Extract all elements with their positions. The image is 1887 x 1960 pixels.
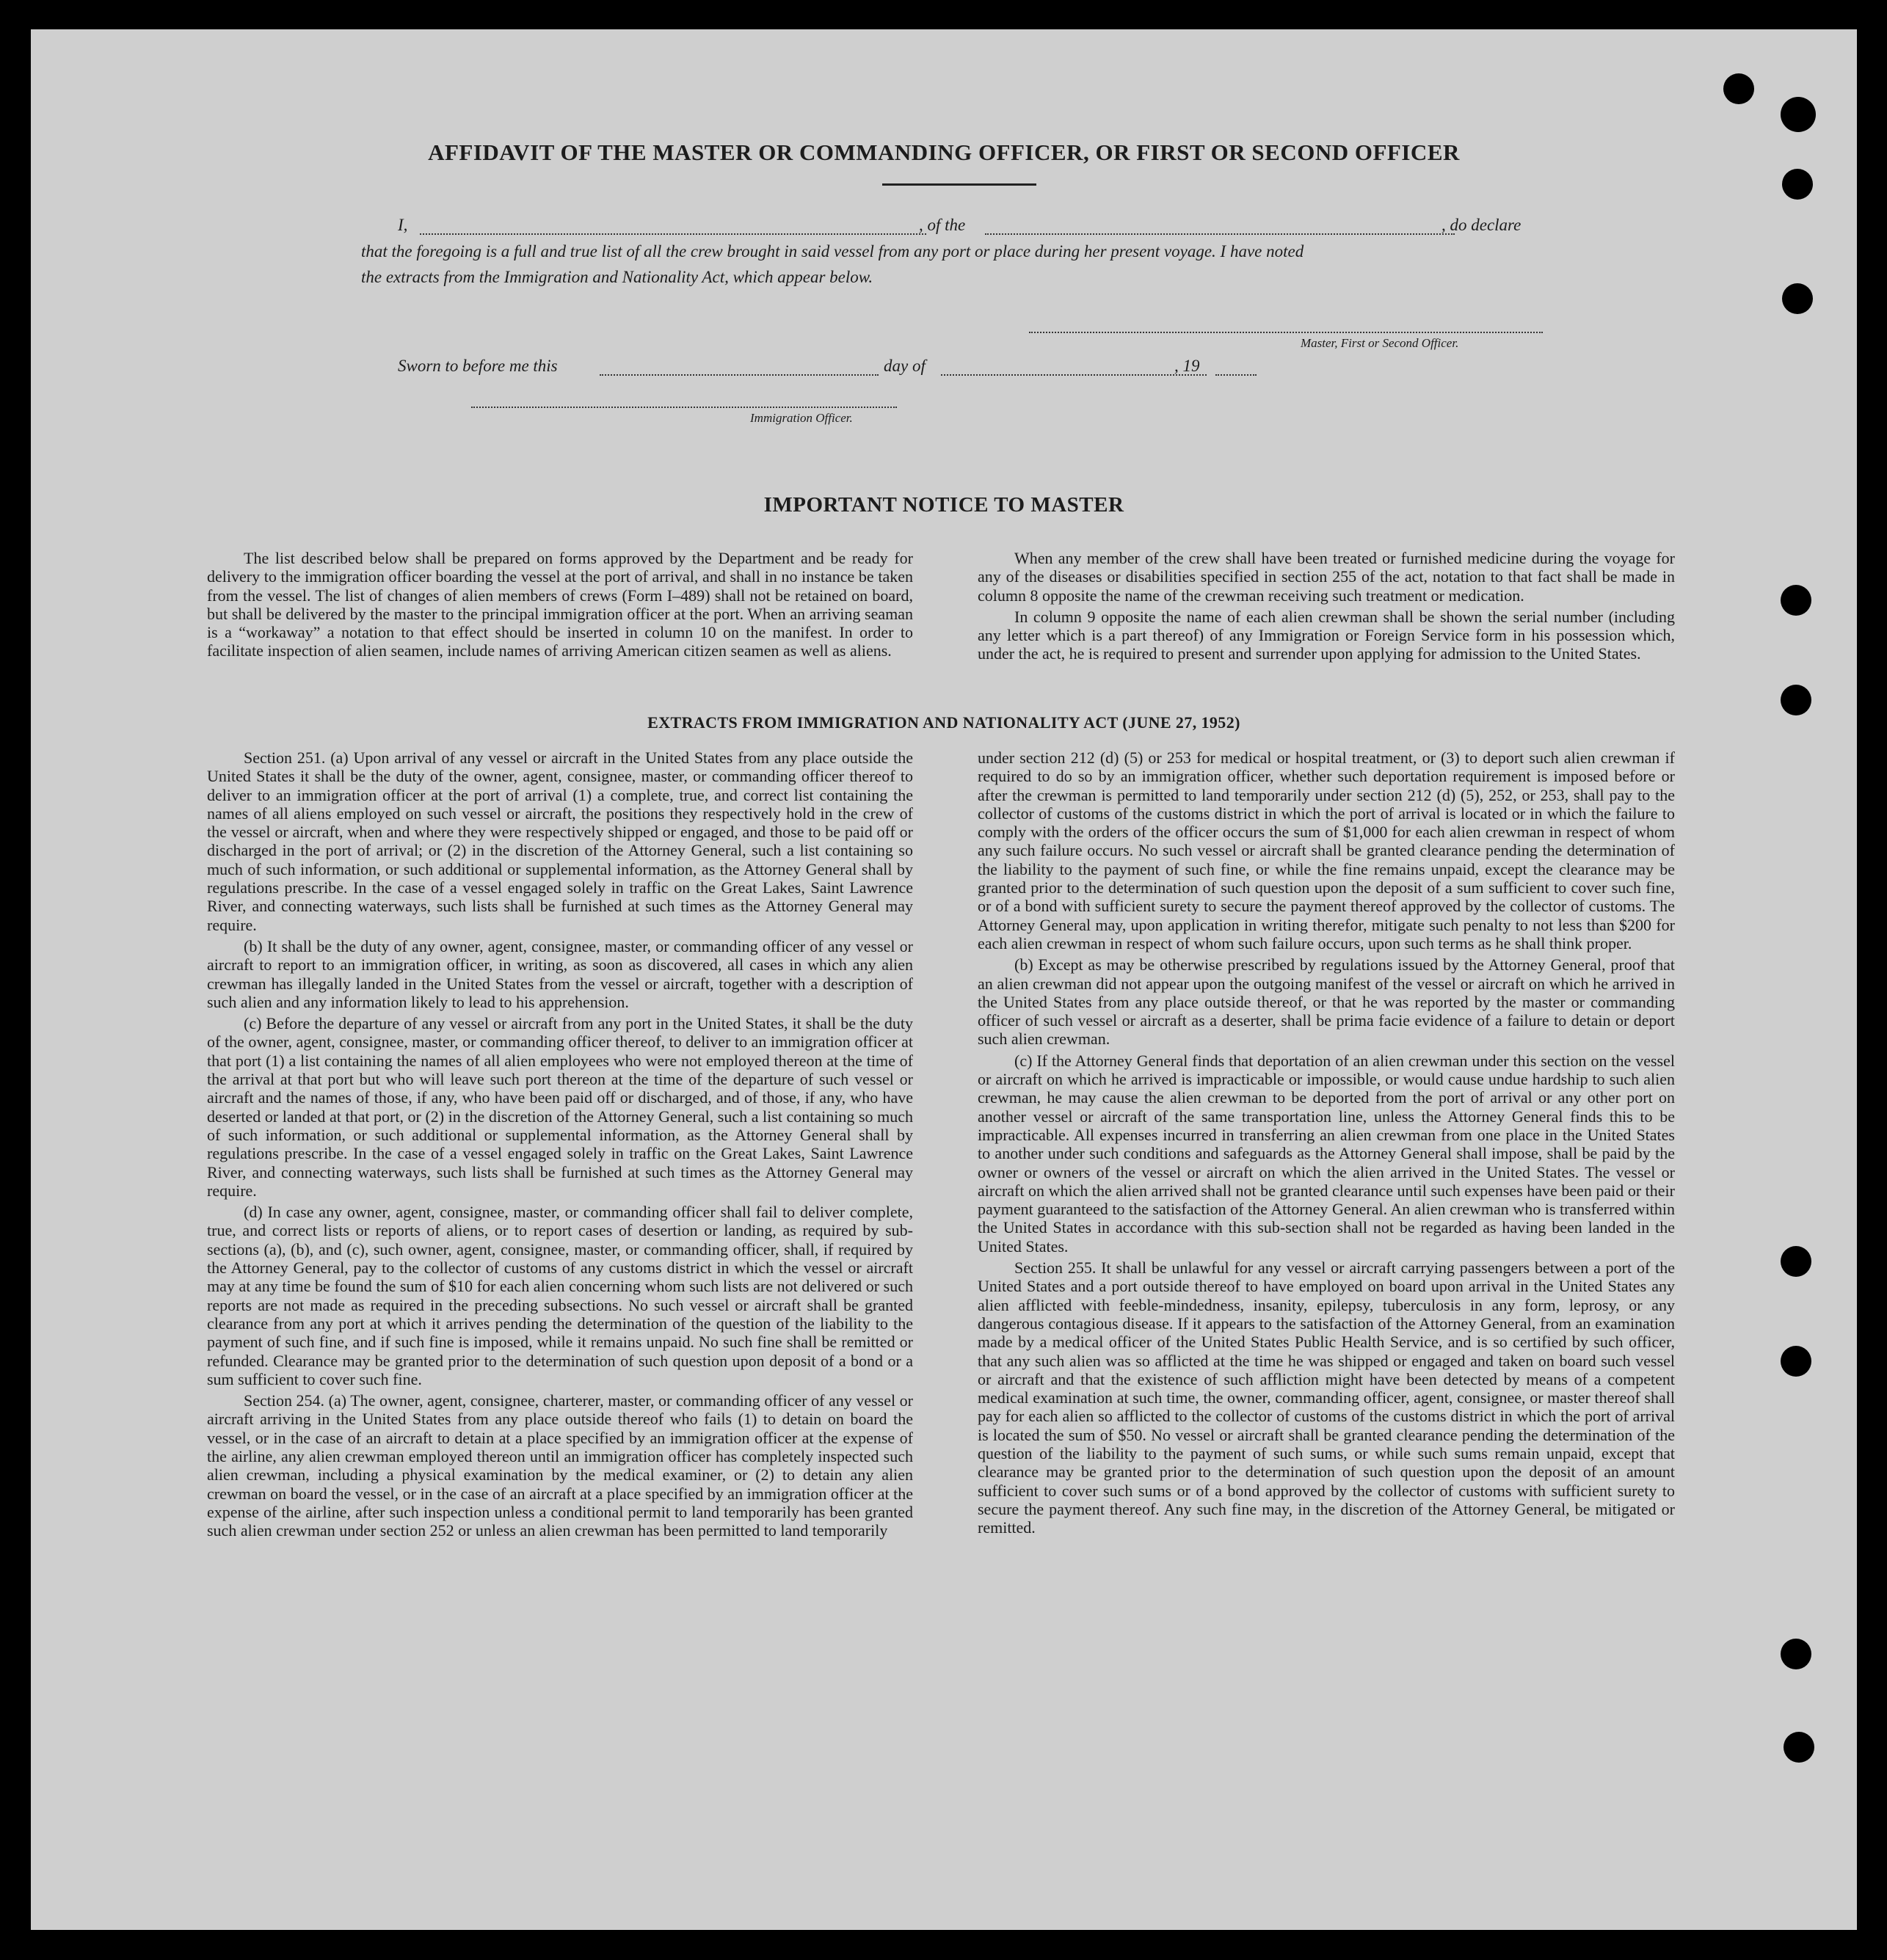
section-254-b: (b) Except as may be otherwise prescribed by regulations issued by the Attorney General, proof that an alien crewman did not appear upon the outgoing manifest of the vessel or aircraft on which he arrived in the United States from any place outside thereof, or that he was reported by the master or commanding officer of such vessel or aircraft as a deserter, shall be prima facie evidence of a failure to detain or deport such alien crewman. (978, 955, 1675, 1049)
section-251-a: Section 251. (a) Upon arrival of any vessel or aircraft in the United States from any place outside the United States it shall be the duty of the owner, agent, consignee, master, or commanding officer thereof to deliver to an immigration officer at the port of arrival (1) a complete, true, and correct list containing the names of all aliens employed on such vessel or aircraft, the positions they respectively hold in the crew of the vessel or aircraft, when and where they were respectively shipped or engaged, and those to be paid off or discharged in the port of arrival; or (2) in the discretion of the Attorney General, such a list containing so much of such information, or such additional or supplemental information, as the Attorney General shall by regulations prescribe. In the case of a vessel engaged solely in traffic on the Great Lakes, Saint Lawrence River, and connecting waterways, such lists shall be furnished at such times as the Attorney General may require. (207, 748, 913, 934)
notice-right-column (978, 549, 1675, 666)
notice-left-paragraph: The list described below shall be prepared on forms approved by the Department and be ready for delivery to the immigration officer boarding the vessel at the port of arrival, and shall in no instance be taken from the vessel. The list of changes of alien members of crews (Form I–489) shall not be retained on board, but shall be delivered by the master to the principal immigration officer at the port. When an arriving seaman is a “workaway” a notation to that effect should be inserted in column 10 on the manifest. In order to facilitate inspection of alien seamen, include names of arriving American citizen seamen as well as aliens. (207, 549, 913, 660)
declaration-line-2: that the foregoing is a full and true list of all the crew brought in said vessel from any port or place during her present voyage. I have noted (361, 242, 1304, 261)
decl-do-declare: , do declare (1441, 216, 1521, 234)
punch-hole (1723, 73, 1754, 104)
punch-hole (1781, 1246, 1811, 1277)
sworn-prefix: Sworn to before me this (398, 357, 558, 375)
officer-signature-label: Immigration Officer. (750, 411, 853, 425)
vessel-field[interactable] (985, 233, 1455, 235)
section-251-c: (c) Before the departure of any vessel or aircraft from any port in the United States, it shall be the duty of the owner, agent, consignee, master, or commanding officer thereof, to deliver to an immigration officer at that port (1) a list containing the names of all alien employees who were not employed thereon at the time of the arrival at that port but who will leave such port thereon at the time of the departure of such vessel or aircraft and the names of those, if any, who have been paid off or discharged, and of those, if any, who have deserted or landed at that port, or (2) in the discretion of the Attorney General, such a list containing so much of such information, or such additional or supplemental information, as the Attorney General shall by regulations prescribe. In the case of a vessel engaged solely in traffic on the Great Lakes, Saint Lawrence River, and connecting waterways, such lists shall be furnished at such times as the Attorney General may require. (207, 1014, 913, 1200)
master-signature-field[interactable] (1029, 332, 1543, 333)
extracts-right-column (978, 748, 1675, 1540)
extracts-title: EXTRACTS FROM IMMIGRATION AND NATIONALITY ACT (JUNE 27, 1952) (647, 713, 1240, 732)
punch-hole (1781, 1639, 1811, 1669)
decl-of-the: , of the (919, 216, 966, 234)
punch-hole (1784, 1732, 1814, 1763)
sworn-day-of: day of (884, 357, 926, 375)
notice-title: IMPORTANT NOTICE TO MASTER (763, 493, 1124, 517)
sworn-month-field[interactable] (941, 374, 1207, 376)
notice-right-paragraph-2: In column 9 opposite the name of each alien crewman shall be shown the serial number (including any letter which is a part thereof) of any Immigration or Foreign Service form in his possession which, under the act, he is required to present and surrender upon applying for admission to the United States. (978, 607, 1675, 663)
punch-hole (1781, 585, 1811, 616)
punch-hole (1781, 685, 1811, 715)
sworn-year: , 19 (1174, 357, 1200, 375)
section-251-b: (b) It shall be the duty of any owner, agent, consignee, master, or commanding officer of any vessel or aircraft to report to an immigration officer, in writing, as soon as discovered, all cases in which any alien crewman has illegally landed in the United States from the vessel or aircraft, together with a description of such alien and any information likely to lead to his apprehension. (207, 936, 913, 1011)
notice-right-paragraph-1: When any member of the crew shall have been treated or furnished medicine during the voyage for any of the diseases or disabilities specified in section 255 of the act, notation to that fact shall be made in column 8 opposite the name of the crewman receiving such treatment or medication. (978, 549, 1675, 605)
officer-signature-field[interactable] (471, 407, 897, 408)
section-255: Section 255. It shall be unlawful for any vessel or aircraft carrying passengers between a port of the United States and a port outside thereof to have employed on board upon arrival in the United States any alien afflicted with feeble-mindedness, insanity, epilepsy, tuberculosis in any form, leprosy, or any dangerous contagious disease. If it appears to the satisfaction of the Attorney General, from an examination made by a medical officer of the United States Public Health Service, and is so certified by such officer, that any such alien was so afflicted at the time he was shipped or engaged and taken on board such vessel or aircraft and that the existence of such affliction might have been detected by means of a competent medical examination at such time, the owner, commanding officer, agent, consignee, or master thereof shall pay for each alien so afflicted to the collector of customs of the customs district in which the port of arrival is located the sum of $50. No vessel or aircraft shall be granted clearance pending the determination of the question of the liability to the payment of such sums, or while such sums remain unpaid, except that clearance may be granted prior to the determination of such question upon the deposit of an amount sufficient to cover such sums or of a bond approved by the collector of customs with sufficient surety to secure the payment thereof. Any such fine may, in the discretion of the Attorney General, be mitigated or remitted. (978, 1258, 1675, 1537)
section-251-d: (d) In case any owner, agent, consignee, master, or commanding officer shall fail to deliver complete, true, and correct lists or reports of aliens, or to report cases of desertion or landing, as required by sub-sections (a), (b), and (c), such owner, agent, consignee, master, or commanding officer, shall, if required by the Attorney General, pay to the collector of customs of any customs district in which the vessel or aircraft may at any time be found the sum of $10 for each alien concerning whom such lists are not delivered or such reports are not made as required in the preceding subsections. No such vessel or aircraft shall be granted clearance from any port at which it arrives pending the determination of the question of the liability to the payment of such fine, and if such fine is imposed, while it remains unpaid. No such fine shall be remitted or refunded. Clearance may be granted prior to the determination of such question upon deposit of a bond or a sum sufficient to cover such fine. (207, 1203, 913, 1388)
decl-i: I, (398, 216, 408, 234)
notice-left-column (207, 549, 913, 663)
section-254-a-continued: under section 212 (d) (5) or 253 for medical or hospital treatment, or (3) to deport such alien crewman if required to do so by an immigration officer, whether such deportation requirement is imposed before or after the crewman is permitted to land temporarily under section 212 (d) (5), 252, or 253, shall pay to the collector of customs of the customs district in which the port of arrival is located or in which the failure to comply with the orders of the officer occurs the sum of $1,000 for each alien crewman in respect of whom any such failure occurs. No such vessel or aircraft shall be granted clearance pending the determination of the liability to the payment of such fine, or while the fine remains unpaid, except the clearance may be granted prior to the determination of such question upon the deposit of a sum sufficient to cover such fine, or of a bond with sufficient surety to secure the payment thereof approved by the collector of customs. The Attorney General may, upon application in writing therefor, mitigate such penalty to not less than $200 for each alien crewman in respect of whom such failure occurs, upon such terms as he shall think proper. (978, 748, 1675, 952)
punch-hole (1781, 97, 1816, 132)
affidavit-title: AFFIDAVIT OF THE MASTER OR COMMANDING OFFICER, OR FIRST OR SECOND OFFICER (428, 139, 1460, 165)
declaration-line-3: the extracts from the Immigration and Nationality Act, which appear below. (361, 268, 873, 286)
section-254-a: Section 254. (a) The owner, agent, consignee, charterer, master, or commanding officer of any vessel or aircraft arriving in the United States from any place outside thereof who fails (1) to detain on board the vessel, or in the case of an aircraft to detain at a place specified by an immigration officer at the expense of the airline, any alien crewman employed thereon until an immigration officer has completely inspected such alien crewman, including a physical examination by the medical examiner, or (2) to detain any alien crewman on board the vessel, or in the case of an aircraft at a place specified by an immigration officer at the expense of the airline, after such inspection unless a conditional permit to land temporarily has been granted such alien crewman under section 252 or unless an alien crewman has been permitted to land temporarily (207, 1391, 913, 1540)
document-page (31, 29, 1857, 1930)
punch-hole (1782, 283, 1813, 314)
sworn-year-field[interactable] (1215, 374, 1257, 376)
punch-hole (1782, 169, 1813, 200)
title-divider (882, 183, 1036, 186)
master-signature-label: Master, First or Second Officer. (1301, 336, 1459, 350)
punch-hole (1781, 1346, 1811, 1377)
sworn-day-field[interactable] (600, 374, 879, 376)
extracts-left-column (207, 748, 913, 1542)
section-254-c: (c) If the Attorney General finds that deportation of an alien crewman under this section on the vessel or aircraft on which he arrived is impracticable or impossible, or would cause undue hardship to such alien crewman, he may cause the alien crewman to be deported from the port of arrival or any other port on another vessel or aircraft of the same transportation line, unless the Attorney General finds this to be impracticable. All expenses incurred in transferring an alien crewman from one place in the United States to another under such conditions and safeguards as the Attorney General shall impose, shall be paid by the owner or owners of the vessel or aircraft on which the alien arrived in the United States. The vessel or aircraft on which the alien arrived shall not be granted clearance until such expenses have been paid or their payment guaranteed to the satisfaction of the Attorney General. An alien crewman who is transferred within the United States in accordance with this sub-section shall not be regarded as having been landed in the United States. (978, 1051, 1675, 1256)
name-field[interactable] (420, 233, 926, 235)
